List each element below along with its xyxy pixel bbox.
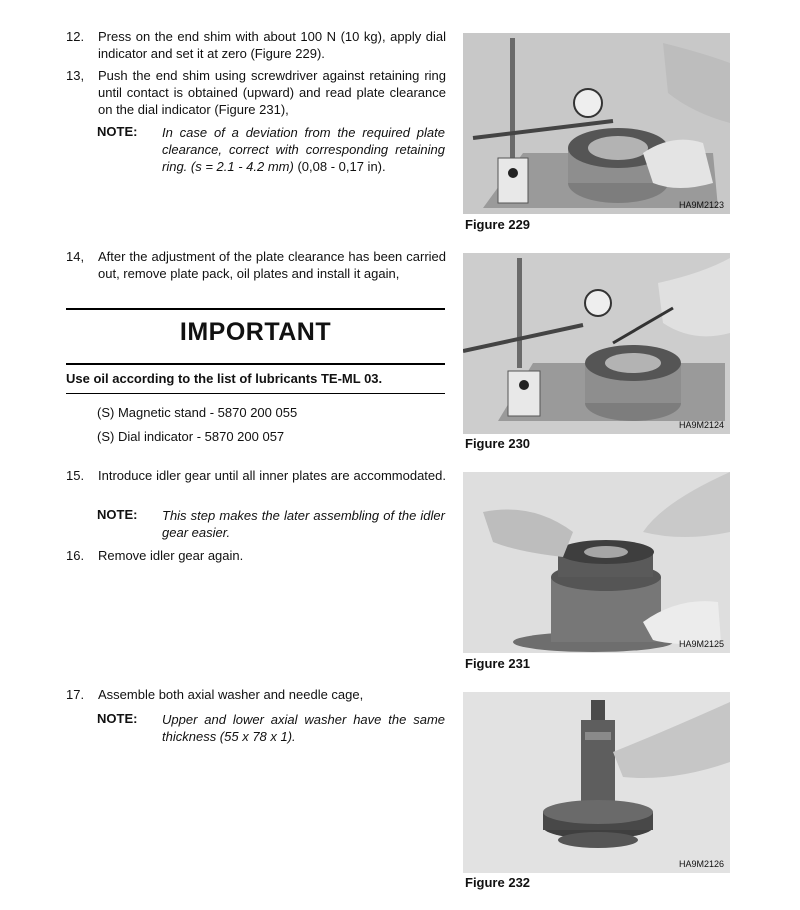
step-text: Push the end shim using screwdriver against retaining ring until contact is obtained (upward) and read plate clearance on the dial indicator (Figure 231), bbox=[98, 68, 446, 117]
step-text: Press on the end shim with about 100 N (10 kg), apply dial indicator and set it at zero (Figure 229). bbox=[98, 29, 446, 61]
tool-magnetic-stand: (S) Magnetic stand - 5870 200 055 bbox=[97, 405, 298, 420]
note-label: NOTE: bbox=[97, 507, 138, 522]
step-text: Assemble both axial washer and needle cage, bbox=[98, 687, 364, 702]
step-number: 16. bbox=[66, 548, 85, 563]
note-text: Upper and lower axial washer have the same thickness (55 x 78 x 1). bbox=[162, 712, 445, 744]
step-number: 13, bbox=[66, 68, 85, 83]
figure-230-caption: Figure 230 bbox=[465, 436, 531, 451]
note-text bbox=[162, 124, 445, 175]
idler-gear-illustration bbox=[463, 472, 730, 653]
axial-washer-shaft-illustration bbox=[463, 692, 730, 873]
figure-232-caption: Figure 232 bbox=[465, 875, 531, 890]
figure-229-photo bbox=[463, 33, 730, 214]
step-text: Introduce idler gear until all inner plates are accommodated. bbox=[98, 468, 446, 483]
step-text: After the adjustment of the plate clearance has been carried out, remove plate pack, oil plates and install it again, bbox=[98, 249, 446, 281]
plate-clearance-illustration bbox=[463, 253, 730, 434]
important-bottom-rule bbox=[66, 393, 445, 394]
figure-232-photo bbox=[463, 692, 730, 873]
step-14 bbox=[66, 248, 446, 300]
important-mid-rule bbox=[66, 363, 445, 365]
step-number: 17. bbox=[66, 687, 85, 702]
step-number: 12. bbox=[66, 29, 85, 44]
dial-indicator-setup-illustration bbox=[463, 33, 730, 214]
step-17 bbox=[66, 686, 446, 704]
step-number: 15. bbox=[66, 468, 85, 483]
important-top-rule bbox=[66, 308, 445, 310]
figure-231-photo bbox=[463, 472, 730, 653]
figure-code: HA9M2124 bbox=[678, 420, 724, 430]
tool-dial-indicator: (S) Dial indicator - 5870 200 057 bbox=[97, 429, 285, 444]
note-italic-text: In case of a deviation from the required plate clearance, correct with corresponding retaining ring. (s = 2.1 - 4.2 mm) bbox=[162, 125, 445, 174]
step-12 bbox=[66, 28, 446, 64]
note-label: NOTE: bbox=[97, 711, 138, 726]
figure-231-caption: Figure 231 bbox=[465, 656, 531, 671]
figure-code: HA9M2123 bbox=[678, 200, 724, 210]
important-text: Use oil according to the list of lubricants TE-ML 03. bbox=[66, 371, 383, 386]
step-text: Remove idler gear again. bbox=[98, 548, 244, 563]
step-16 bbox=[66, 547, 446, 565]
figure-230-photo bbox=[463, 253, 730, 434]
figure-229-caption: Figure 229 bbox=[465, 217, 531, 232]
step-15 bbox=[66, 467, 446, 503]
figure-code: HA9M2125 bbox=[678, 639, 724, 649]
note-plain-text: (0,08 - 0,17 in). bbox=[293, 159, 386, 174]
step-13 bbox=[66, 67, 446, 119]
note-label: NOTE: bbox=[97, 124, 138, 139]
note-text: This step makes the later assembling of the idler gear easier. bbox=[162, 508, 445, 540]
figure-code: HA9M2126 bbox=[678, 859, 724, 869]
important-title: IMPORTANT bbox=[179, 318, 332, 346]
step-number: 14, bbox=[66, 249, 85, 264]
